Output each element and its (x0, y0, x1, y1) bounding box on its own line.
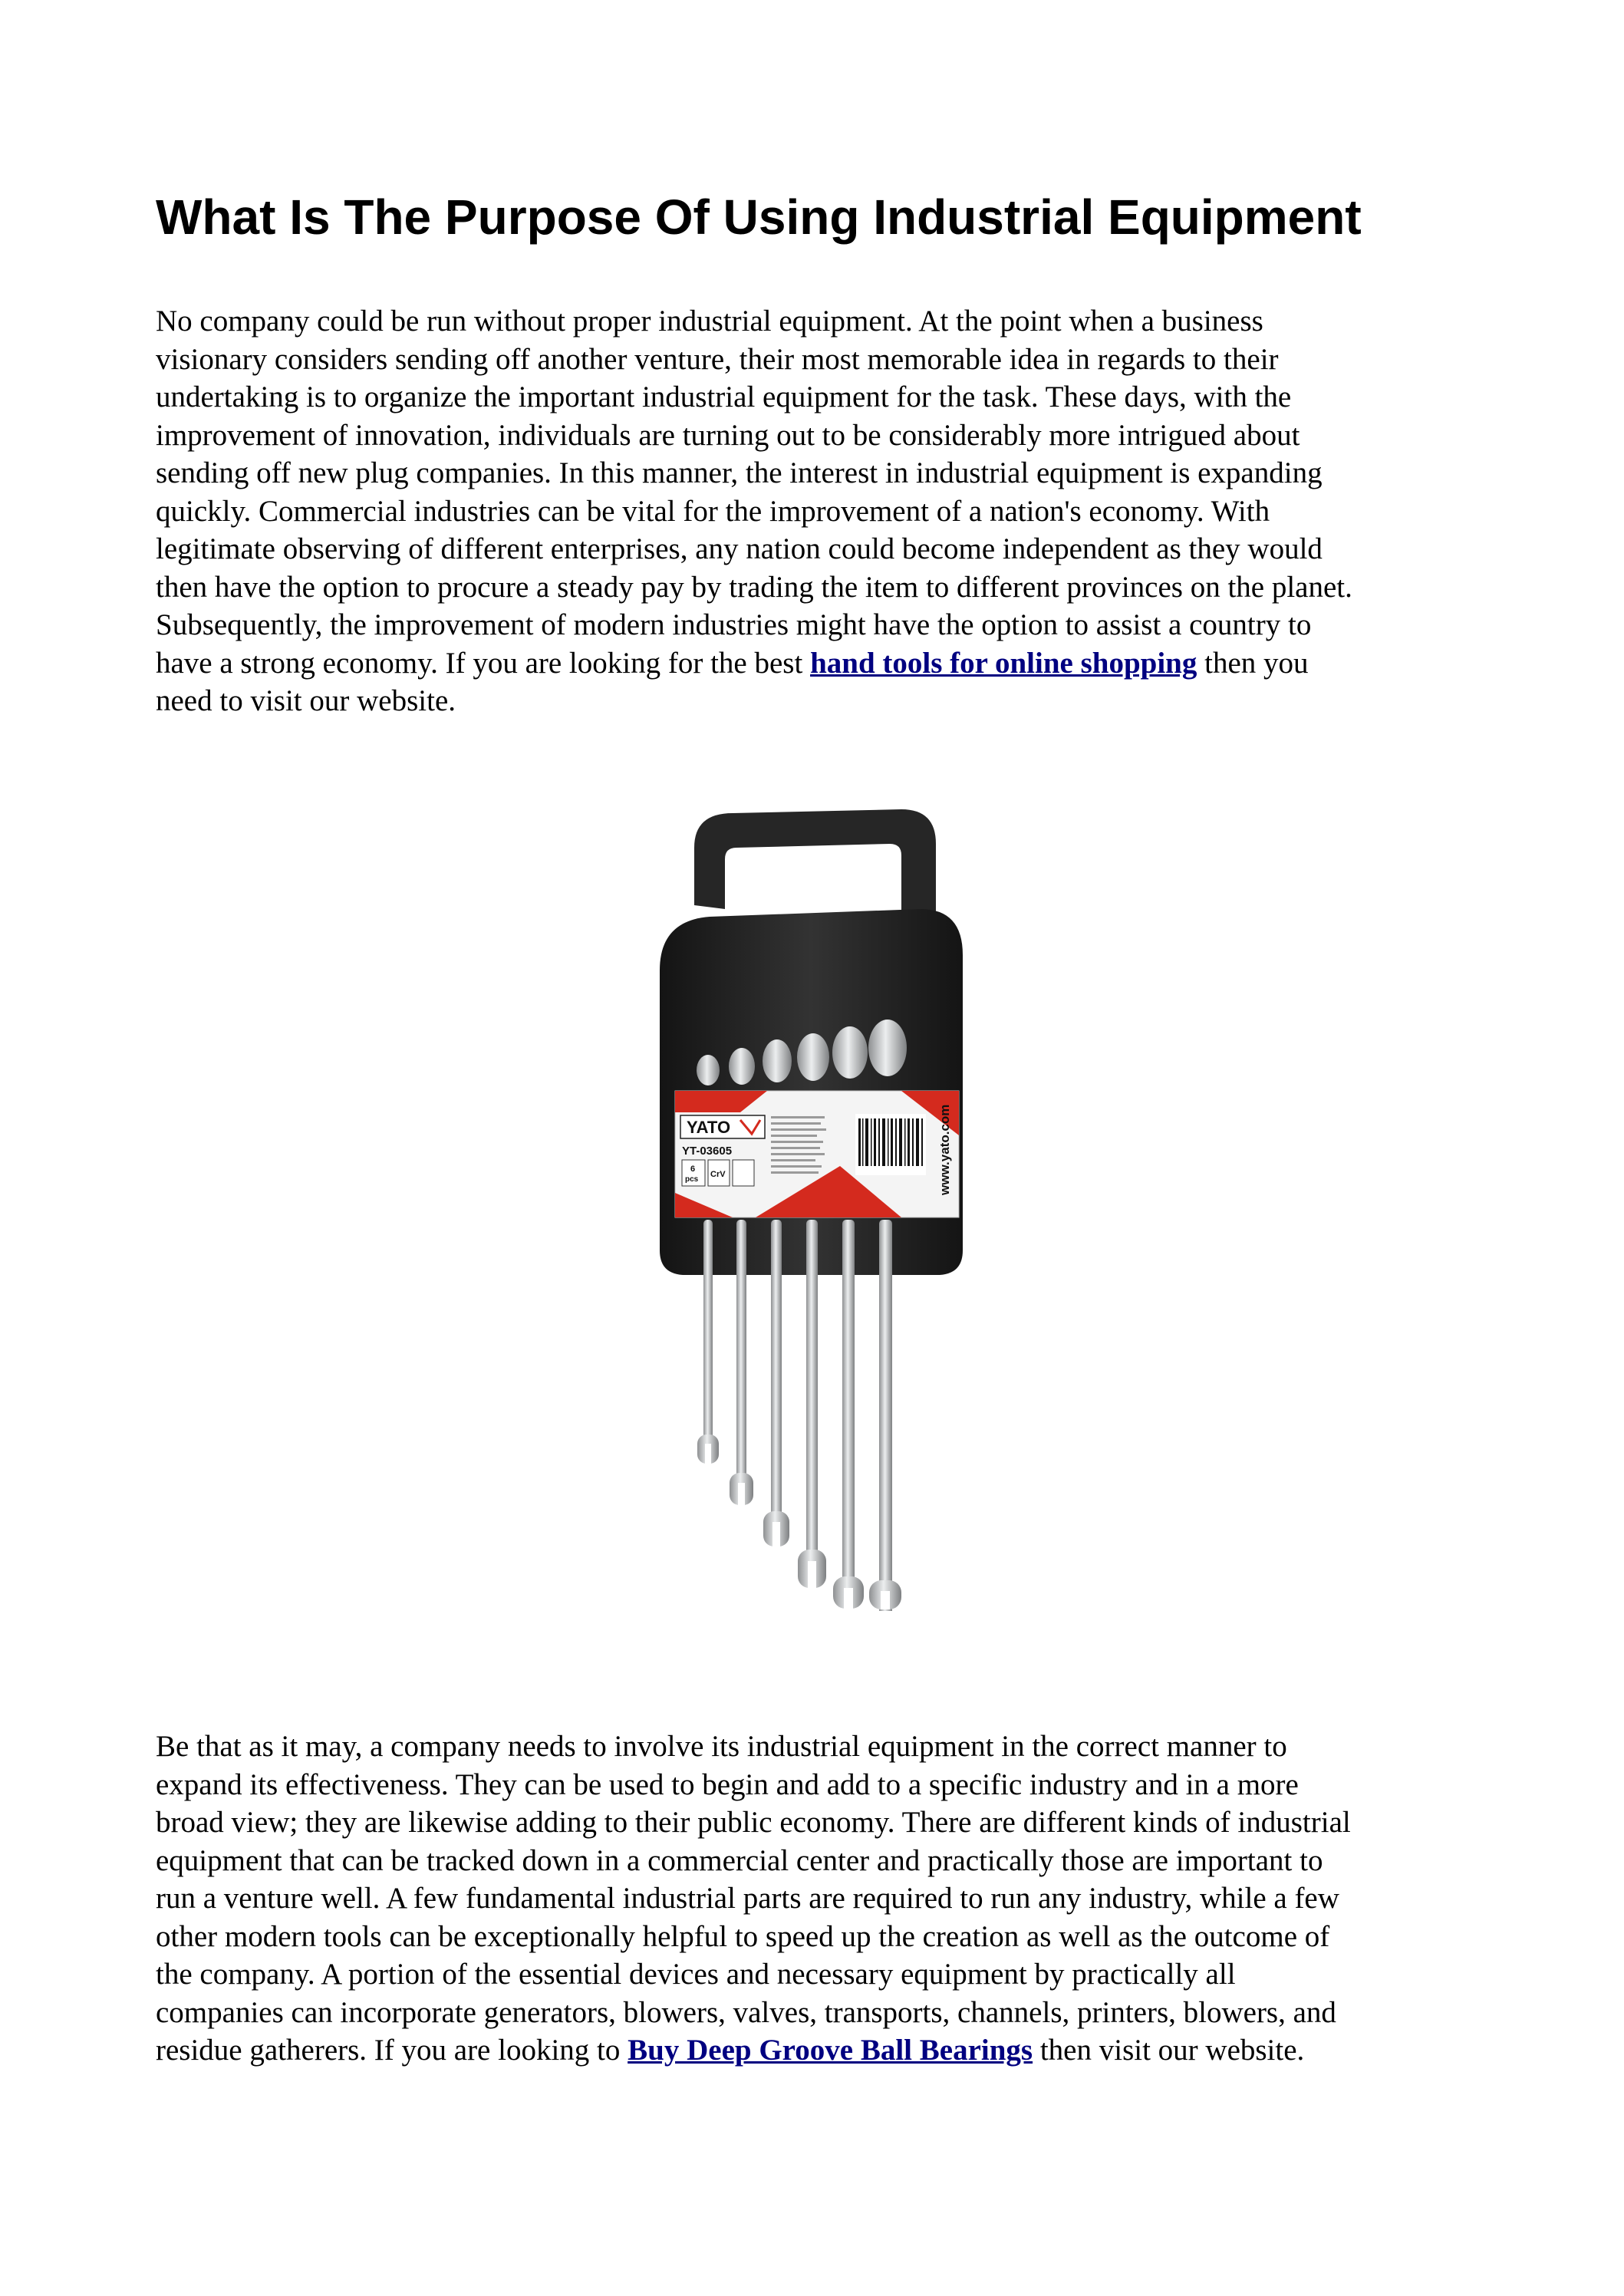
paragraph-line: the company. A portion of the essential devices and necessary equipment by practically all (156, 1958, 1236, 1991)
label-pcs: pcs (685, 1175, 699, 1184)
paragraph-text: have a strong economy. If you are looking for the best (156, 646, 811, 680)
paragraph-line: run a venture well. A few fundamental industrial parts are required to run any industry, while a few (156, 1882, 1339, 1915)
label-website: www.yato.com (937, 1104, 952, 1195)
wrench-open-ends (697, 1435, 901, 1609)
paragraph-line: expand its effectiveness. They can be used to begin and add to a specific industry and in a more (156, 1767, 1299, 1801)
paragraph-line: legitimate observing of different enterprises, any nation could become independent as they would (156, 532, 1323, 565)
wrench-set-icon (648, 805, 978, 1611)
paragraph-text: then visit our website. (1033, 2034, 1305, 2067)
wrench-shafts (703, 1220, 892, 1611)
paragraph-line: then have the option to procure a steady pay by trading the item to different provinces on the planet. (156, 570, 1352, 604)
paragraph-line-with-link (156, 644, 1475, 683)
hand-tools-link[interactable]: hand tools for online shopping (810, 646, 1197, 680)
paragraph-line: undertaking is to organize the important industrial equipment for the task. These days, with the (156, 380, 1292, 413)
page-title: What Is The Purpose Of Using Industrial Equipment (156, 189, 1362, 245)
product-label (675, 1091, 959, 1217)
paragraph-line: sending off new plug companies. In this manner, the interest in industrial equipment is expanding (156, 456, 1323, 489)
paragraph-line: quickly. Commercial industries can be vital for the improvement of a nation's economy. With (156, 494, 1270, 528)
paragraph-line: improvement of innovation, individuals are turning out to be considerably more intrigued about (156, 418, 1300, 452)
paragraph-line: equipment that can be tracked down in a commercial center and practically those are important to (156, 1843, 1323, 1877)
paragraph-line: Be that as it may, a company needs to involve its industrial equipment in the correct manner to (156, 1730, 1287, 1763)
paragraph-line: broad view; they are likewise adding to their public economy. There are different kinds of industrial (156, 1806, 1351, 1839)
label-brand: YATO (687, 1118, 731, 1137)
paragraph-text: then you (1197, 646, 1309, 680)
paragraph-line: need to visit our website. (156, 684, 456, 717)
paragraph-intro (156, 302, 1475, 720)
paragraph-line: No company could be run without proper industrial equipment. At the point when a business (156, 305, 1263, 338)
paragraph-line: other modern tools can be exceptionally helpful to speed up the creation as well as the outcome of (156, 1919, 1330, 1953)
buy-bearings-link[interactable]: Buy Deep Groove Ball Bearings (628, 2034, 1033, 2067)
paragraph-text: residue gatherers. If you are looking to (156, 2034, 628, 2067)
paragraph-line: companies can incorporate generators, blowers, valves, transports, channels, printers, blowers, and (156, 1995, 1336, 2029)
label-pcs-number: 6 (690, 1164, 696, 1174)
barcode (858, 1118, 923, 1166)
paragraph-line: Subsequently, the improvement of modern industries might have the option to assist a country to (156, 608, 1312, 641)
paragraph-line: visionary considers sending off another venture, their most memorable idea in regards to their (156, 342, 1279, 376)
holder-handle (694, 809, 936, 913)
paragraph-line-with-link (156, 2031, 1475, 2070)
paragraph-body (156, 1728, 1475, 2070)
label-material: CrV (710, 1170, 726, 1179)
label-model: YT-03605 (682, 1145, 733, 1158)
